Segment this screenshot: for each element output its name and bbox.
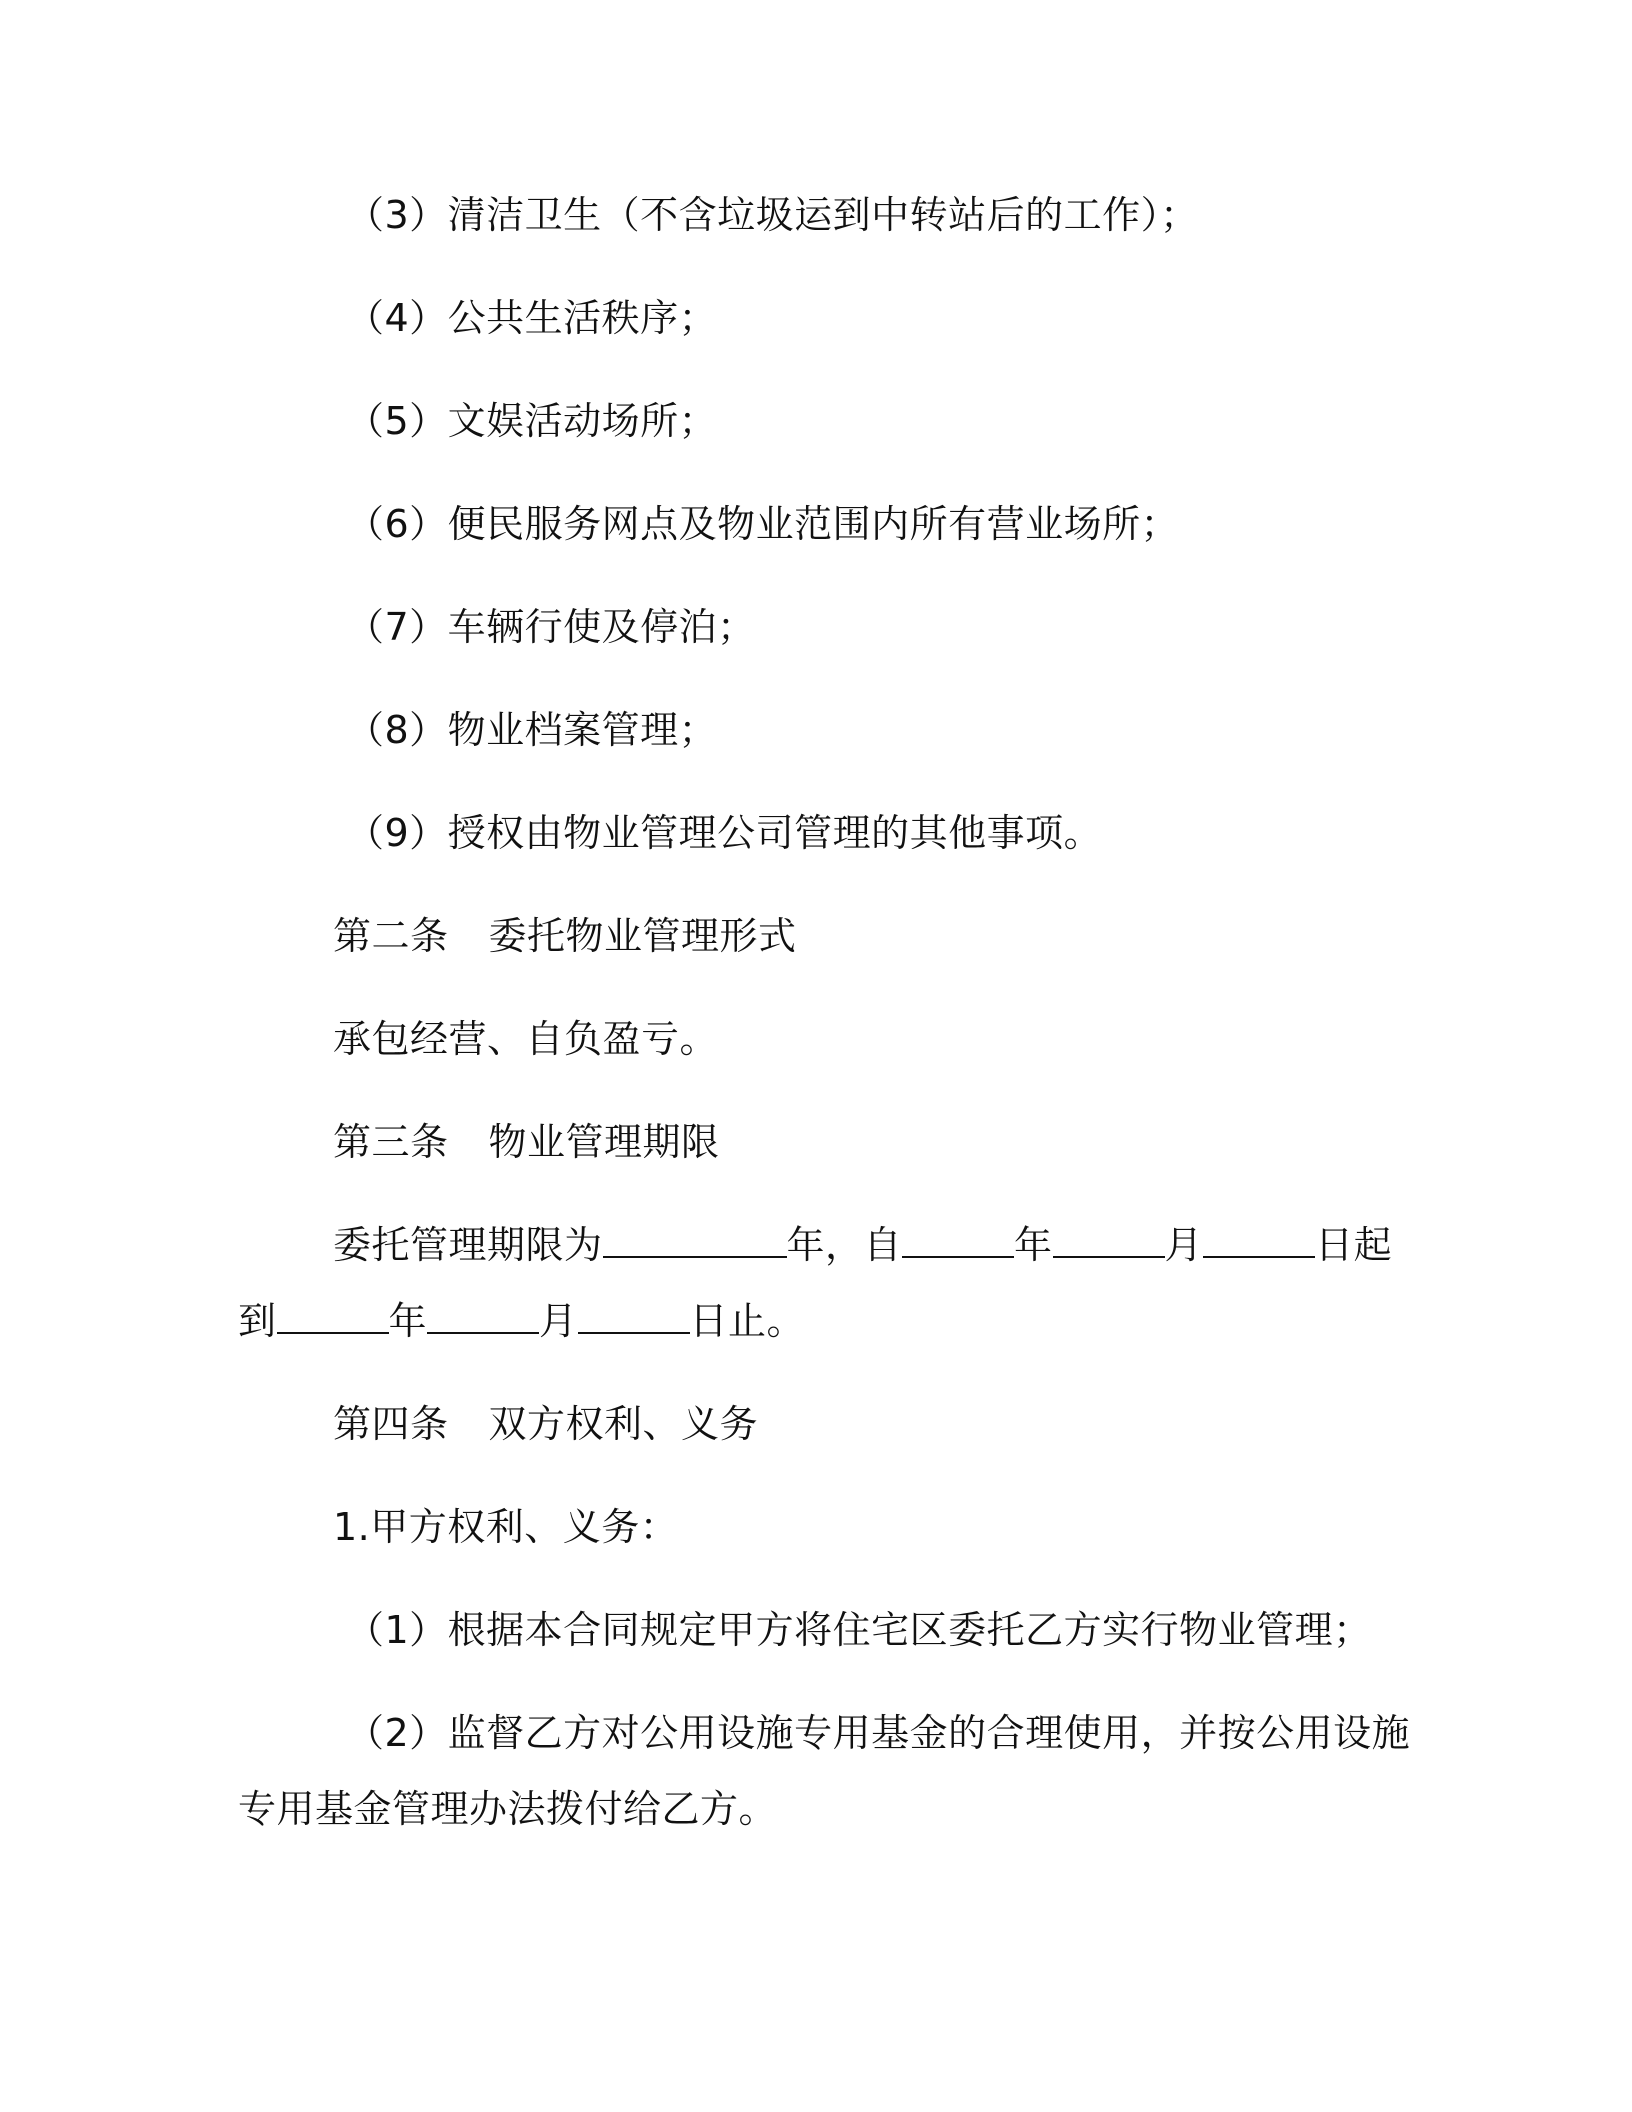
article-3-title: 物业管理期限	[488, 1120, 720, 1164]
article-2-body: 承包经营、自负盈亏。	[333, 1017, 719, 1061]
article-4-number: 第四条	[333, 1402, 449, 1446]
end-day-blank[interactable]	[578, 1302, 690, 1334]
list-item-4: （4）公共生活秩序；	[346, 296, 718, 340]
term-text: 到	[238, 1299, 277, 1343]
end-year-blank[interactable]	[277, 1302, 389, 1334]
article-3-number: 第三条	[333, 1120, 449, 1164]
list-item-7: （7）车辆行使及停泊；	[346, 605, 756, 649]
term-text: 年，自	[786, 1223, 903, 1267]
clause-2-line-2: 专用基金管理办法拨付给乙方。	[238, 1787, 778, 1831]
term-text: 月	[539, 1299, 578, 1343]
list-item-5: （5）文娱活动场所；	[346, 399, 718, 443]
list-item-8: （8）物业档案管理；	[346, 708, 718, 752]
party-a-subheading: 1.甲方权利、义务：	[333, 1505, 679, 1549]
article-3-heading	[333, 1120, 720, 1164]
article-2-number: 第二条	[333, 914, 449, 958]
term-line-2	[238, 1299, 806, 1343]
clause-1: （1）根据本合同规定甲方将住宅区委托乙方实行物业管理；	[346, 1608, 1372, 1652]
term-text: 日起	[1315, 1223, 1393, 1267]
term-text: 月	[1164, 1223, 1204, 1267]
article-2-title: 委托物业管理形式	[488, 914, 797, 958]
article-2-heading	[333, 914, 797, 958]
end-month-blank[interactable]	[427, 1302, 539, 1334]
list-item-3: （3）清洁卫生（不含垃圾运到中转站后的工作）；	[346, 193, 1199, 237]
term-text: 日止。	[689, 1299, 806, 1343]
start-year-blank[interactable]	[902, 1226, 1014, 1258]
list-item-6: （6）便民服务网点及物业范围内所有营业场所；	[346, 502, 1180, 546]
term-text: 委托管理期限为	[333, 1223, 603, 1267]
start-day-blank[interactable]	[1203, 1226, 1315, 1258]
list-item-9: （9）授权由物业管理公司管理的其他事项。	[346, 811, 1103, 855]
start-month-blank[interactable]	[1053, 1226, 1165, 1258]
term-text: 年	[1014, 1223, 1053, 1267]
clause-2-line-1: （2）监督乙方对公用设施专用基金的合理使用，并按公用设施	[346, 1711, 1411, 1755]
term-line-1	[333, 1223, 1393, 1267]
term-years-blank[interactable]	[603, 1226, 787, 1258]
article-4-title: 双方权利、义务	[488, 1402, 759, 1446]
term-text: 年	[388, 1299, 428, 1343]
article-4-heading	[333, 1402, 759, 1446]
